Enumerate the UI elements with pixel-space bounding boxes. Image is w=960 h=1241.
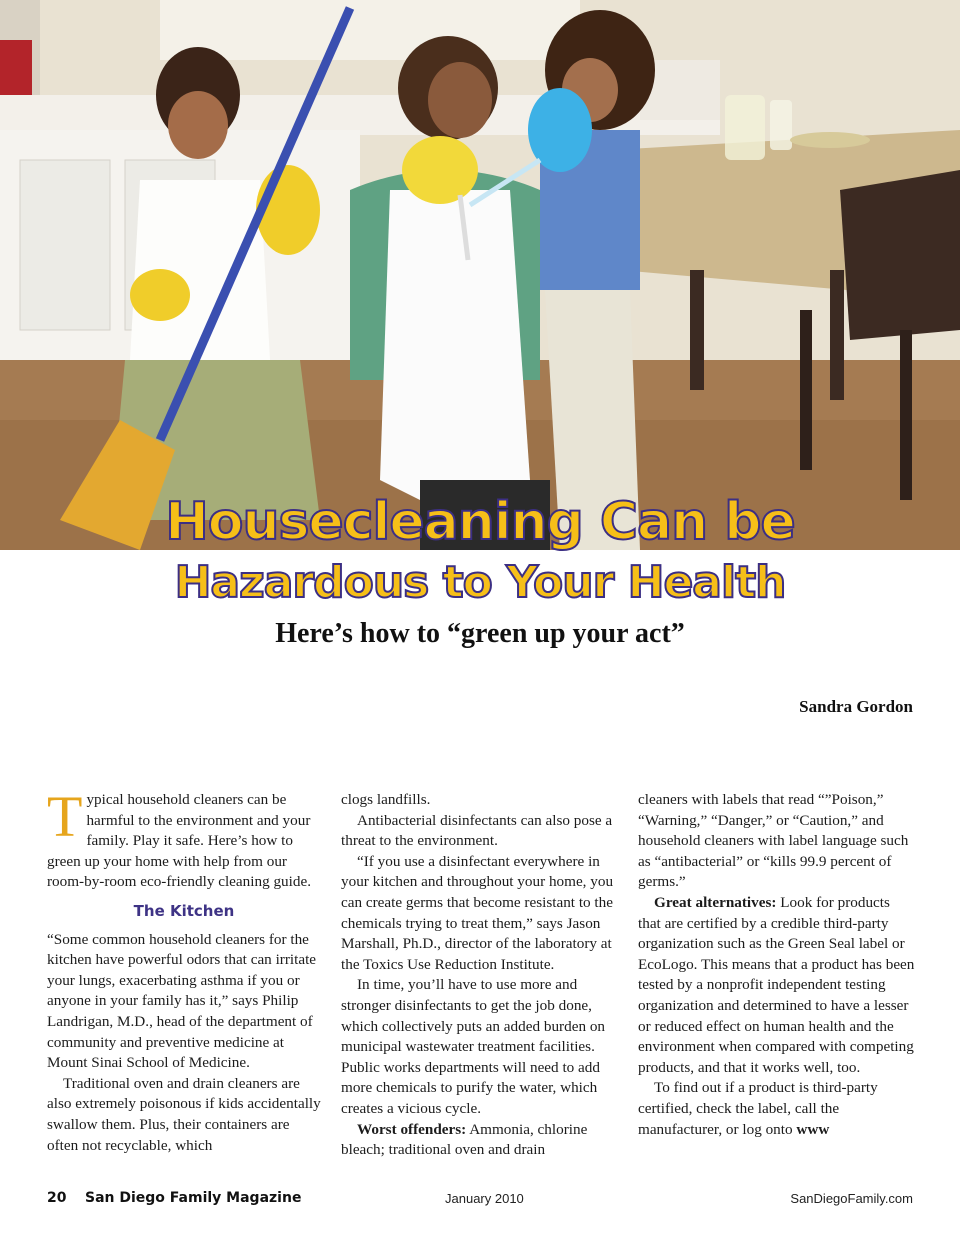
kitchen-family-photo (0, 0, 960, 550)
paragraph (638, 893, 915, 1078)
article-column-3 (638, 790, 915, 1140)
issue-date: January 2010 (445, 1191, 524, 1206)
run-in-heading: Great alternatives: (654, 893, 777, 911)
paragraph: “If you use a disinfectant everywhere in your kitchen and throughout your home, you can create germs that become resistant to the chemicals trying to treat them,” says Jason Marshall, Ph.D., director of the laboratory at the Toxics Use Reduction Institute. (341, 852, 614, 973)
section-heading-kitchen: The Kitchen (133, 901, 235, 920)
magazine-name: San Diego Family Magazine (85, 1190, 302, 1206)
paragraph: cleaners with labels that read “”Poison,” “Warning,” “Danger,” or “Caution,” and household cleaners with label language such as “antibacterial” or “kills 99.9 percent of germs.” (638, 791, 909, 891)
web-link-text[interactable]: www (796, 1120, 830, 1138)
hero-photo (0, 0, 960, 550)
headline-line-1: Housecleaning Can be (165, 492, 795, 552)
article-column-1 (47, 784, 321, 1156)
paragraph: clogs landfills. (341, 791, 431, 808)
paragraph: Traditional oven and drain cleaners are also extremely poisonous if kids accidentally swallow them. Plus, their containers are often not recyclable, which (47, 1074, 321, 1154)
paragraph-text: Ammonia, chlorine bleach; traditional oven and drain (341, 1120, 588, 1159)
author-byline: Sandra Gordon (799, 697, 913, 716)
drop-cap: T (47, 784, 83, 849)
paragraph-text: Look for products that are certified by a credible third-party organization such as the Green Seal label or EcoLogo. This means that a product has been tested by a nonprofit independent testing organization and determined to have a lesser or reduced effect on human health and the environment when compared with competing products, and that it works well, too. (638, 893, 915, 1076)
intro-paragraph (47, 784, 321, 893)
intro-text: ypical household cleaners can be harmful to the environment and your family. Play it safe. Here’s how to green up your home with help from our room-by-room eco-friendly cleaning guide. (47, 791, 312, 891)
paragraph-text: To find out if a product is third-party certified, check the label, call the manufacturer, or log onto (638, 1079, 878, 1138)
run-in-heading: Worst offenders: (357, 1120, 467, 1138)
paragraph: Antibacterial disinfectants can also pose a threat to the environment. (341, 811, 613, 850)
paragraph (341, 1120, 618, 1161)
page-number: 20 (47, 1190, 67, 1206)
headline-line-2: Hazardous to Your Health (174, 557, 786, 608)
article-column-2 (341, 790, 618, 1161)
website-link[interactable]: SanDiegoFamily.com (790, 1191, 913, 1206)
page-footer (47, 1190, 913, 1212)
paragraph (638, 1078, 915, 1140)
paragraph: In time, you’ll have to use more and stronger disinfectants to get the job done, which collectively puts an added burden on municipal wastewater treatment facilities. Public works departments will need to add more chemicals to purify the water, which creates a vicious cycle. (341, 976, 606, 1117)
paragraph: “Some common household cleaners for the kitchen have powerful odors that can irritate your lungs, exacerbating asthma if you or anyone in your family has it,” says Philip Landrigan, M.D., head of the department of community and preventive medicine at Mount Sinai School of Medicine. (47, 930, 317, 1072)
article-subtitle: Here’s how to “green up your act” (275, 618, 685, 649)
